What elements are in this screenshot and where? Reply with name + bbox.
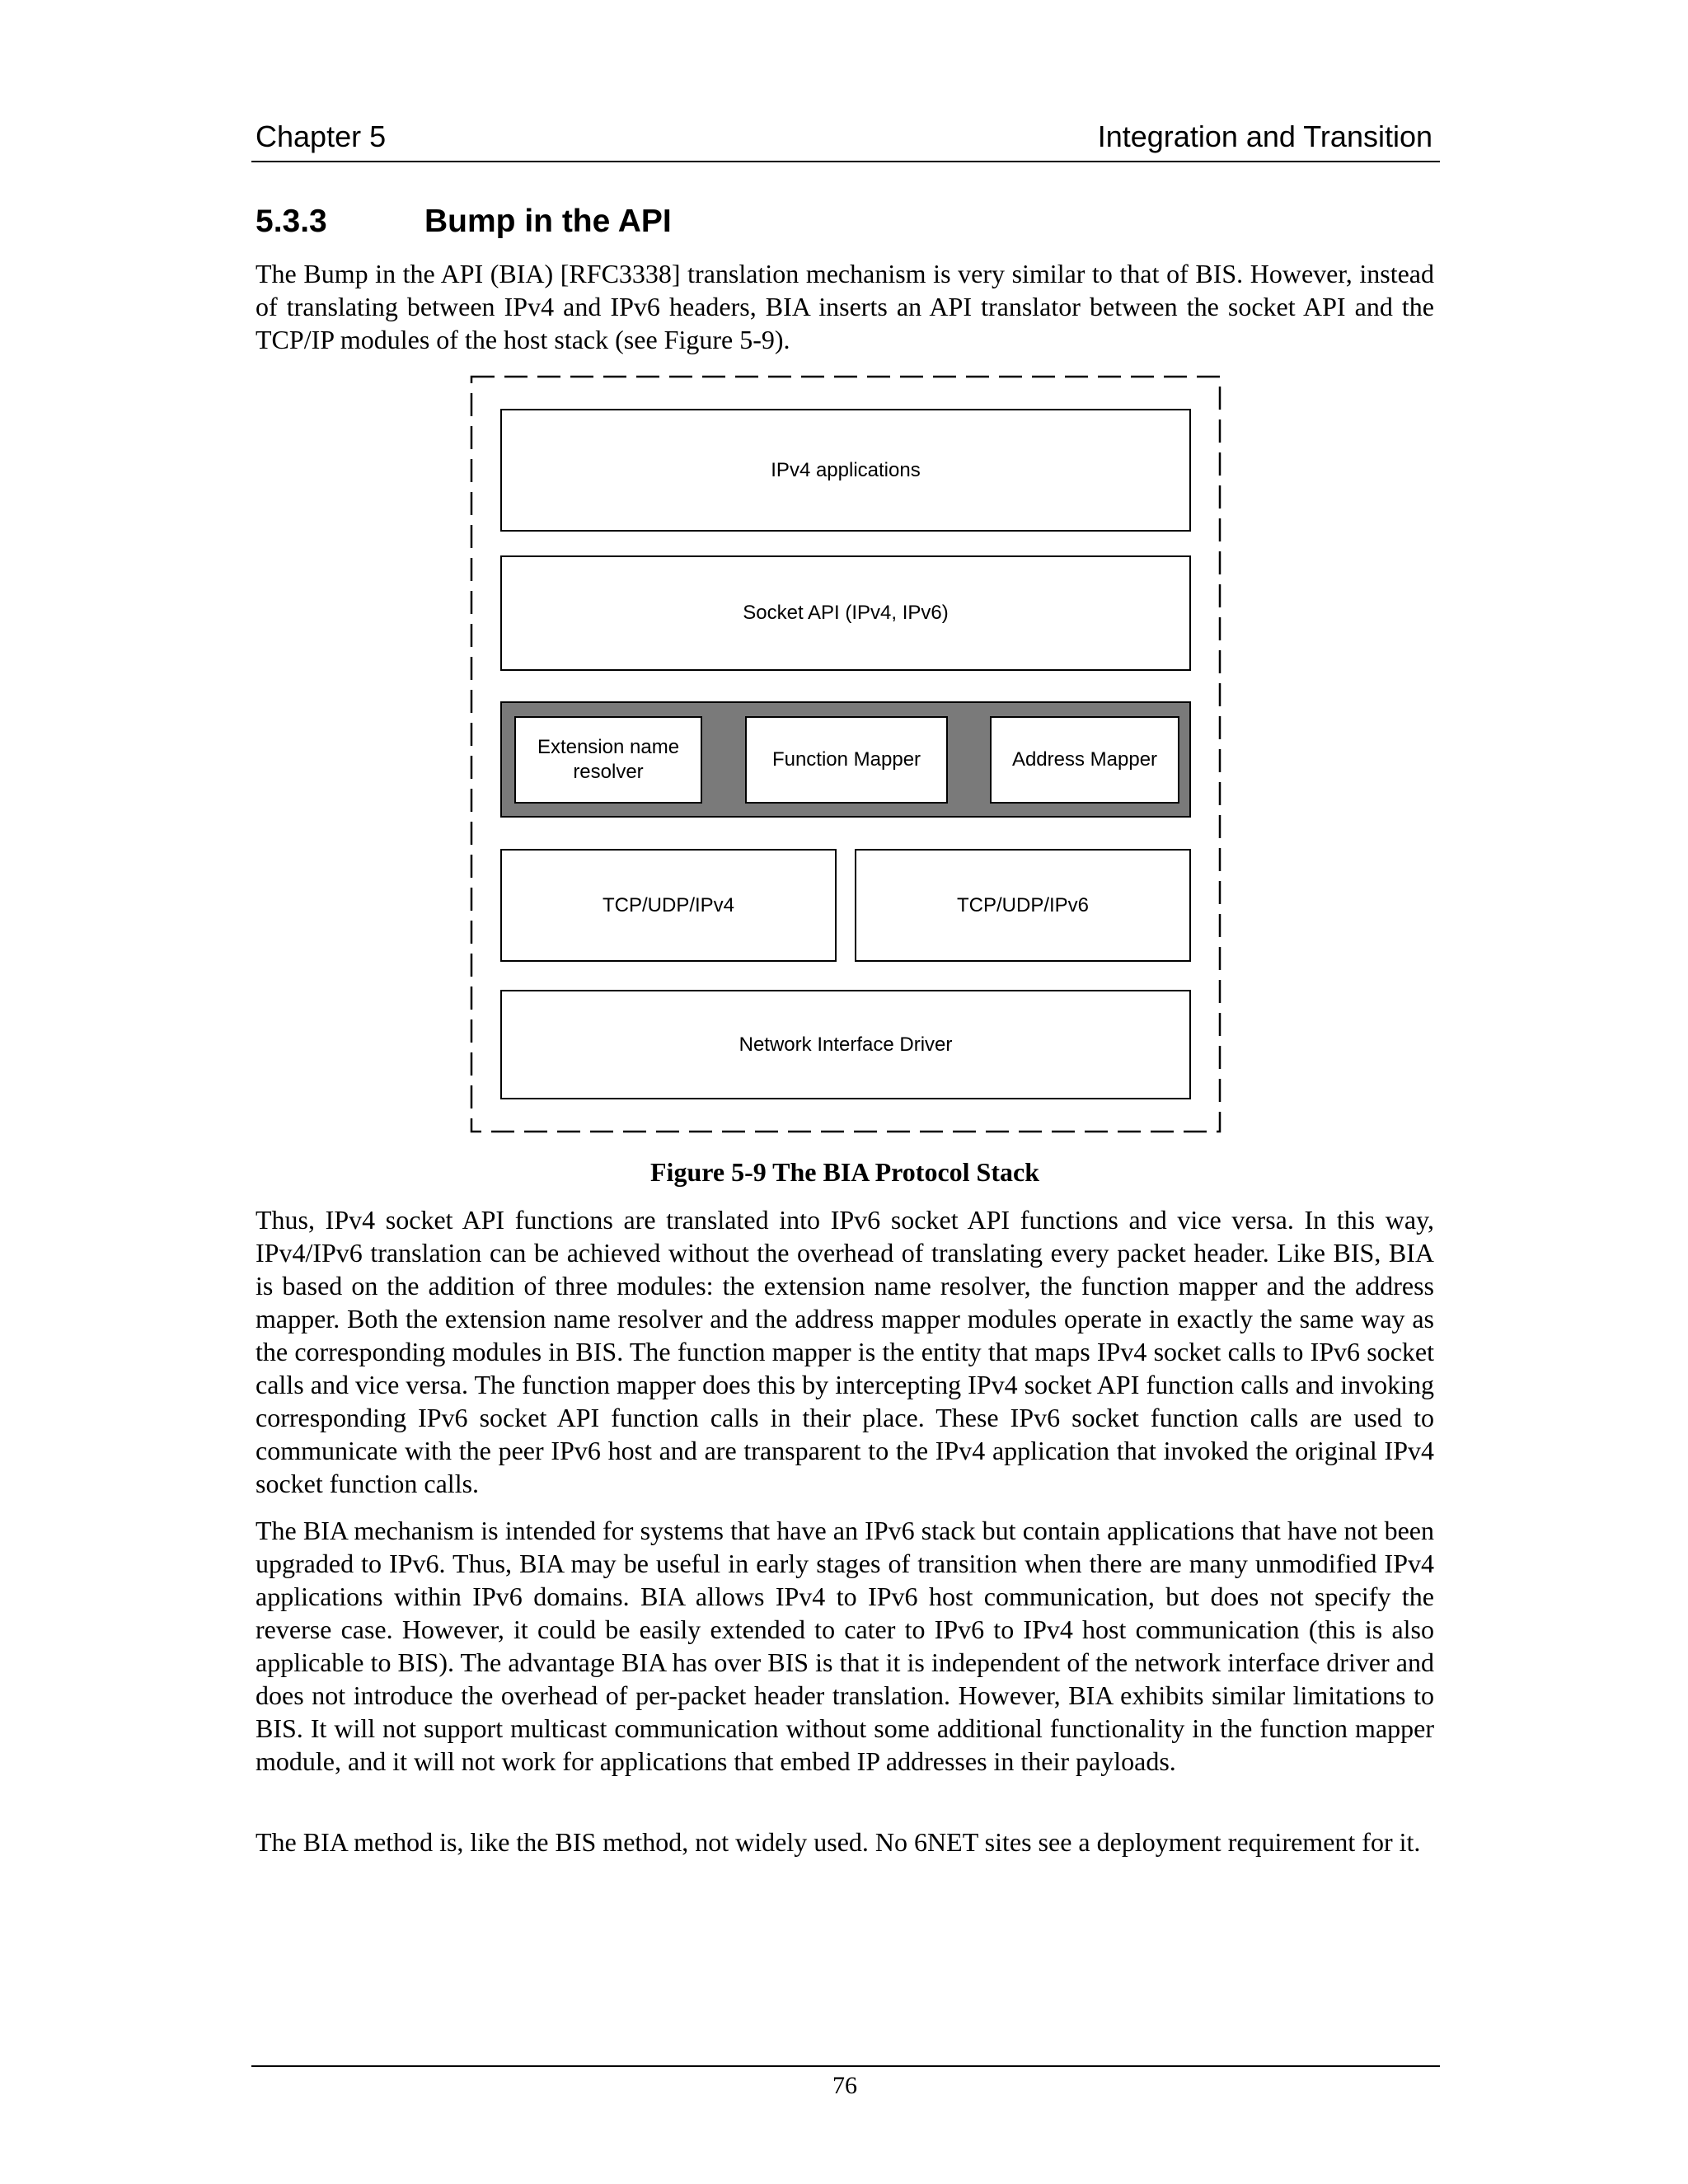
footer-rule bbox=[251, 2065, 1440, 2067]
layer-network-interface-driver: Network Interface Driver bbox=[500, 990, 1191, 1099]
layer-tcp-udp-ipv4: TCP/UDP/IPv4 bbox=[500, 849, 837, 962]
body-paragraph-function-translation: Thus, IPv4 socket API functions are translated into IPv6 socket API functions and vice versa. In this way, IPv4/IPv6 translation can be achieved without the overhead of translating every packet header. Like BIS, BIA is based on the addition of three modules: the extension name resolver, the function mapper and the address mapper. Both the extension name resolver and the address mapper modules operate in exactly the same way as the corresponding modules in BIS. The function mapper is the entity that maps IPv4 socket calls to IPv6 socket calls and vice versa. The function mapper does this by intercepting IPv4 socket API function calls and invoking corresponding IPv6 socket API function calls in their place. These IPv6 socket function calls are used to communicate with the peer IPv6 host and are transparent to the IPv4 application that invoked the original IPv4 socket function calls. bbox=[256, 1205, 1434, 1498]
layer-ipv4-applications: IPv4 applications bbox=[500, 409, 1191, 532]
figure-caption: Figure 5-9 The BIA Protocol Stack bbox=[650, 1157, 1039, 1187]
layer-socket-api: Socket API (IPv4, IPv6) bbox=[500, 555, 1191, 671]
body-paragraph-deployment: The BIA method is, like the BIS method, not widely used. No 6NET sites see a deployment requirement for it. bbox=[256, 1827, 1421, 1857]
layer-bia-translator bbox=[500, 701, 1191, 818]
bia-protocol-stack-diagram bbox=[470, 375, 1221, 1133]
module-address-mapper: Address Mapper bbox=[990, 716, 1179, 804]
section-number: 5.3.3 bbox=[256, 204, 327, 239]
body-paragraph-intro: The Bump in the API (BIA) [RFC3338] translation mechanism is very similar to that of BIS. However, instead of translating between IPv4 and IPv6 headers, BIA inserts an API translator between the socket API and the TCP/IP modules of the host stack (see Figure 5-9). bbox=[256, 259, 1434, 354]
module-function-mapper: Function Mapper bbox=[745, 716, 948, 804]
running-header-title: Integration and Transition bbox=[1097, 120, 1432, 153]
layer-tcp-udp-ipv6: TCP/UDP/IPv6 bbox=[855, 849, 1191, 962]
page-number: 76 bbox=[832, 2072, 857, 2099]
header-rule bbox=[251, 161, 1440, 162]
module-extension-name-resolver: Extension name resolver bbox=[514, 716, 702, 804]
section-title: Bump in the API bbox=[424, 204, 672, 239]
running-header-chapter: Chapter 5 bbox=[256, 120, 387, 153]
body-paragraph-bia-mechanism: The BIA mechanism is intended for systems that have an IPv6 stack but contain applications that have not been upgraded to IPv6. Thus, BIA may be useful in early stages of transition when there are many unmodified IPv4 applications within IPv6 domains. BIA allows IPv4 to IPv6 host communication, but does not specify the reverse case. However, it could be easily extended to cater to IPv6 to IPv4 host communication (this is also applicable to BIS). The advantage BIA has over BIS is that it is independent of the network interface driver and does not introduce the overhead of per-packet header translation. However, BIA exhibits similar limitations to BIS. It will not support multicast communication without some additional functionality in the function mapper module, and it will not work for applications that embed IP addresses in their payloads. bbox=[256, 1516, 1434, 1776]
